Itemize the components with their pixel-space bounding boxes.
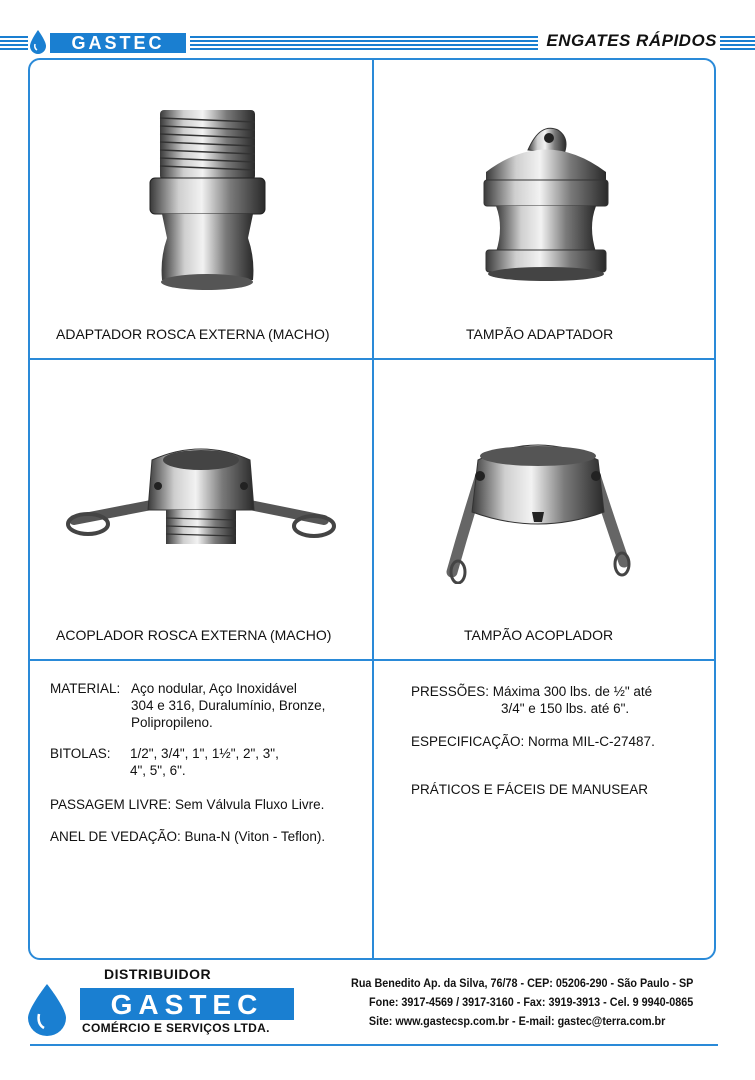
water-drop-icon bbox=[30, 30, 46, 54]
grid-divider-vertical bbox=[372, 59, 374, 959]
spec-praticos: PRÁTICOS E FÁCEIS DE MANUSEAR bbox=[411, 782, 649, 797]
spec-especificacao: ESPECIFICAÇÃO: Norma MIL-C-27487. bbox=[411, 734, 655, 749]
product-caption: ADAPTADOR ROSCA EXTERNA (MACHO) bbox=[56, 326, 330, 342]
page-title: ENGATES RÁPIDOS bbox=[546, 31, 717, 50]
product-caption: ACOPLADOR ROSCA EXTERNA (MACHO) bbox=[56, 627, 332, 643]
svg-text:GASTEC: GASTEC bbox=[110, 989, 264, 1020]
tampao-adaptador-image bbox=[478, 122, 613, 287]
footer-rule bbox=[30, 1044, 718, 1046]
spec-bitolas-line1: 1/2", 3/4", 1", 1½", 2", 3", bbox=[130, 746, 279, 761]
footer-address: Rua Benedito Ap. da Silva, 76/78 - CEP: 05206-290 - São Paulo - SP bbox=[350, 976, 693, 990]
svg-text:GASTEC: GASTEC bbox=[71, 33, 165, 53]
spec-passagem-livre: PASSAGEM LIVRE: Sem Válvula Fluxo Livre. bbox=[50, 797, 325, 812]
footer-site-email: Site: www.gastecsp.com.br - E-mail: gastec@terra.com.br bbox=[368, 1014, 665, 1028]
spec-material-line1: Aço nodular, Aço Inoxidável bbox=[131, 681, 297, 696]
footer-gastec-logo bbox=[80, 988, 294, 1020]
tampao-acoplador-image bbox=[438, 432, 638, 584]
spec-material-line2: 304 e 316, Duralumínio, Bronze, bbox=[131, 698, 326, 713]
header-stripes-end bbox=[720, 36, 755, 50]
grid-divider-row2 bbox=[29, 659, 715, 661]
spec-pressoes-line2: 3/4" e 150 lbs. até 6". bbox=[501, 701, 630, 716]
gastec-logo bbox=[50, 32, 186, 54]
adaptador-rosca-externa-image bbox=[140, 108, 275, 293]
grid-divider-row1 bbox=[29, 358, 715, 360]
spec-bitolas-line2: 4", 5", 6". bbox=[130, 763, 186, 778]
header-stripes-left bbox=[0, 36, 28, 50]
acoplador-rosca-externa-image bbox=[62, 438, 340, 550]
footer-company-name: COMÉRCIO E SERVIÇOS LTDA. bbox=[82, 1021, 270, 1035]
spec-anel-vedacao: ANEL DE VEDAÇÃO: Buna-N (Viton - Teflon). bbox=[50, 829, 326, 844]
footer-phones: Fone: 3917-4569 / 3917-3160 - Fax: 3919-3913 - Cel. 9 9940-0865 bbox=[368, 995, 693, 1009]
header-stripes-right bbox=[190, 36, 538, 50]
footer-distribuidor: DISTRIBUIDOR bbox=[104, 966, 212, 982]
page-header bbox=[0, 28, 755, 58]
footer-water-drop-icon bbox=[28, 984, 66, 1036]
spec-pressoes-line1: PRESSÕES: Máxima 300 lbs. de ½" até bbox=[411, 684, 653, 699]
spec-material-label: MATERIAL: bbox=[50, 681, 121, 696]
spec-material-line3: Polipropileno. bbox=[131, 715, 213, 730]
product-caption: TAMPÃO ADAPTADOR bbox=[466, 326, 614, 342]
product-caption: TAMPÃO ACOPLADOR bbox=[464, 627, 614, 643]
spec-bitolas-label: BITOLAS: bbox=[50, 746, 111, 761]
